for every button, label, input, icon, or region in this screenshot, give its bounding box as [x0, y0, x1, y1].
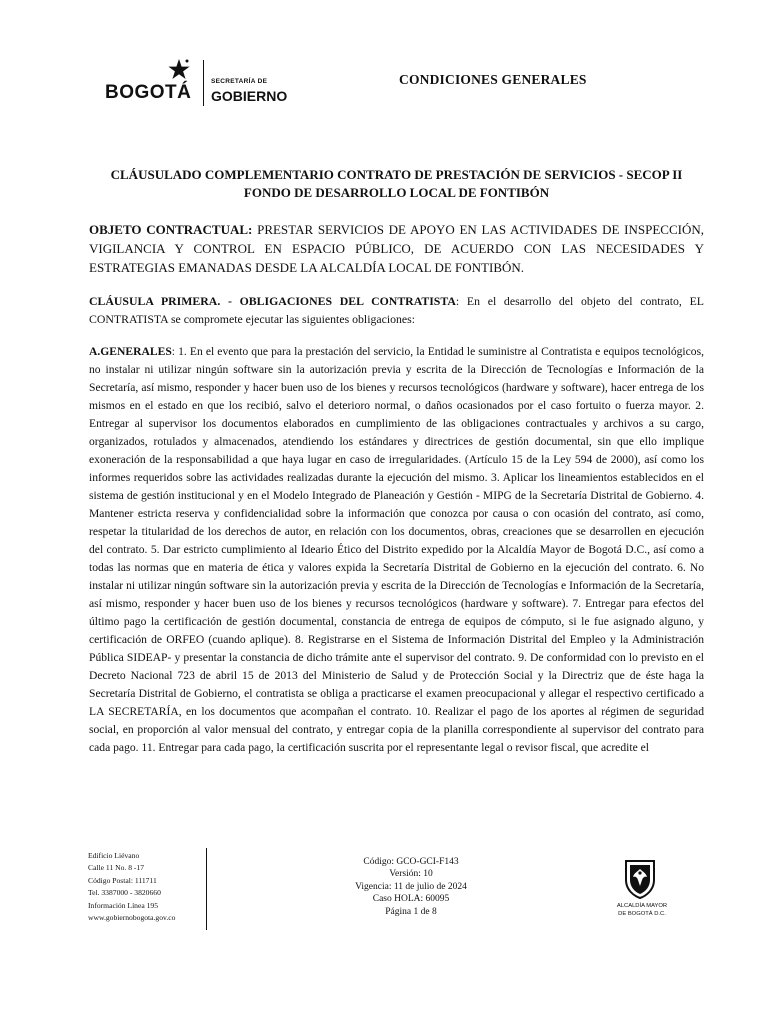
header-title: CONDICIONES GENERALES — [399, 72, 587, 87]
document-title — [89, 166, 704, 202]
clausula-label: CLÁUSULA PRIMERA. - OBLIGACIONES DEL CONTRATISTA — [89, 294, 456, 308]
document-title-line-1: CLÁUSULADO COMPLEMENTARIO CONTRATO DE PRESTACIÓN DE SERVICIOS - SECOP II — [110, 167, 683, 182]
generales-label: A.GENERALES — [89, 345, 172, 358]
objeto-text: PRESTAR SERVICIOS DE APOYO EN LAS ACTIVIDADES DE INSPECCIÓN, VIGILANCIA Y CONTROL EN ESPACIO PÚBLICO, DE ACUERDO CON LAS NECESIDADES Y ESTRATEGIAS EMANADAS DESDE LA ALCALDÍA LOCAL DE FONTIBÓN. — [89, 222, 704, 275]
generales-paragraph — [89, 343, 704, 757]
generales-text: : 1. En el evento que para la prestación del servicio, la Entidad le suministre al Contratista e equipos tecnológicos, no instalar ni utilizar ningún software sin la autorización previa y escrita de la Dirección de Tecnologías e Información de la Secretaría, así mismo, responder y hacer buen uso de los bienes y recursos tecnológicos (hardware y software), hacer entrega de los mismos en el estado en que los recibió, salvo el deterioro normal, o daños ocasionados por el caso fortuito o fuerza mayor. 2. Entregar al supervisor los documentos elaborados en cumplimiento de las obligaciones contractuales y archivos a su cargo, organizados, rotulados y almacenados, atendiendo los estándares y directrices de gestión documental, sin que ello implique exoneración de la responsabilidad a que haya lugar en caso de irregularidades. (Artículo 15 de la Ley 594 de 2000), así como los informes requeridos sobre las actividades realizadas durante la ejecución del mismo. 3. Aplicar los lineamientos establecidos en el sistema de gestión institucional y en el Modelo Integrado de Planeación y Gestión - MIPG de la Secretaría Distrital de Gobierno. 4. Mantener estricta reserva y confidencialidad sobre la información que conozca por causa o con ocasión del contrato, así como, respetar la titularidad de los derechos de autor, en relación con los documentos, obras, creaciones que se desarrollen en ejecución del contrato. 5. Dar estricto cumplimiento al Ideario Ético del Distrito expedido por la Alcaldía Mayor de Bogotá D.C., así como a todas las normas que en materia de ética y valores expida la Secretaría Distrital de Gobierno en la ejecución del contrato. 6. No instalar ni utilizar ningún software sin la autorización previa y escrita de la Dirección de Tecnologías e Información de la Secretaría, así mismo, responder y hacer buen uso de los bienes y recursos tecnológicos (hardware y software). 7. Entregar para efectos del último pago la certificación de gestión documental, constancia de entrega de equipos de cómputo, si le fue asignado alguno, y certificación de ORFEO (cuando aplique). 8. Registrarse en el Sistema de Información Distrital del Empleo y la Administración Pública SIDEAP- y presentar la constancia de dicho trámite ante el supervisor del contrato. 9. De conformidad con lo previsto en el Decreto Nacional 723 de abril 15 de 2013 del Ministerio de Salud y de Protección Social y la Directriz que de éste haga la Secretaría Distrital de Gobierno, el contratista se obliga a practicarse el examen preocupacional y allegar el respectivo certificado a LA SECRETARÍA, en los documentos que acompañan el contrato. 10. Realizar el pago de los aportes al régimen de seguridad social, en proporción al valor mensual del contrato, y entregar copia de la planilla correspondiente al supervisor del contrato para cada pago. 11. Entregar para cada pago, la certificación suscrita por el representante legal o revisor fiscal, que acredite el — [89, 345, 704, 754]
clausula-text: : En el desarrollo del objeto del contrato, EL CONTRATISTA se compromete ejecutar las siguientes obligaciones: — [89, 294, 705, 326]
address-line: Tel. 3387000 - 3820660 — [88, 888, 161, 898]
address-line: Calle 11 No. 8 -17 — [88, 863, 145, 873]
codigo-text: Código: GCO-GCI-F143 — [363, 857, 459, 867]
address-line: Edificio Liévano — [88, 851, 140, 860]
address-line: Información Línea 195 — [88, 900, 159, 910]
logo-divider — [203, 60, 204, 106]
alcaldia-label — [602, 903, 682, 918]
page-footer — [88, 848, 708, 938]
objeto-label: OBJETO CONTRACTUAL: — [89, 222, 253, 237]
page-header — [105, 52, 705, 112]
logo-bogota-text: BOGOTÁ — [105, 82, 192, 103]
logo-gobierno-text: GOBIERNO — [211, 88, 288, 104]
clausula-primera-paragraph — [89, 292, 704, 328]
document-title-line-2: FONDO DE DESARROLLO LOCAL DE FONTIBÓN — [243, 185, 550, 200]
address-line: Código Postal: 111711 — [88, 875, 157, 885]
footer-divider — [206, 848, 207, 930]
caso-text: Caso HOLA: 60095 — [372, 894, 450, 905]
alcaldia-line-1: ALCALDÍA MAYOR — [616, 903, 668, 909]
vigencia-text: Vigencia: 11 de julio de 2024 — [355, 881, 467, 892]
version-text: Versión: 10 — [389, 869, 433, 880]
secretaria-gobierno-logo — [105, 58, 288, 108]
objeto-contractual-paragraph — [89, 220, 704, 277]
page-number: Página 1 de 8 — [385, 906, 437, 917]
document-body — [89, 166, 704, 772]
star-icon — [167, 58, 191, 82]
alcaldia-line-2: DE BOGOTÁ D.C. — [618, 910, 666, 917]
document-codes — [326, 856, 496, 918]
website-link[interactable]: www.gobiernobogota.gov.co — [88, 913, 176, 923]
coat-of-arms-icon — [622, 858, 658, 900]
address-block — [88, 850, 175, 924]
logo-secretaria-text: SECRETARÍA DE — [211, 78, 268, 85]
